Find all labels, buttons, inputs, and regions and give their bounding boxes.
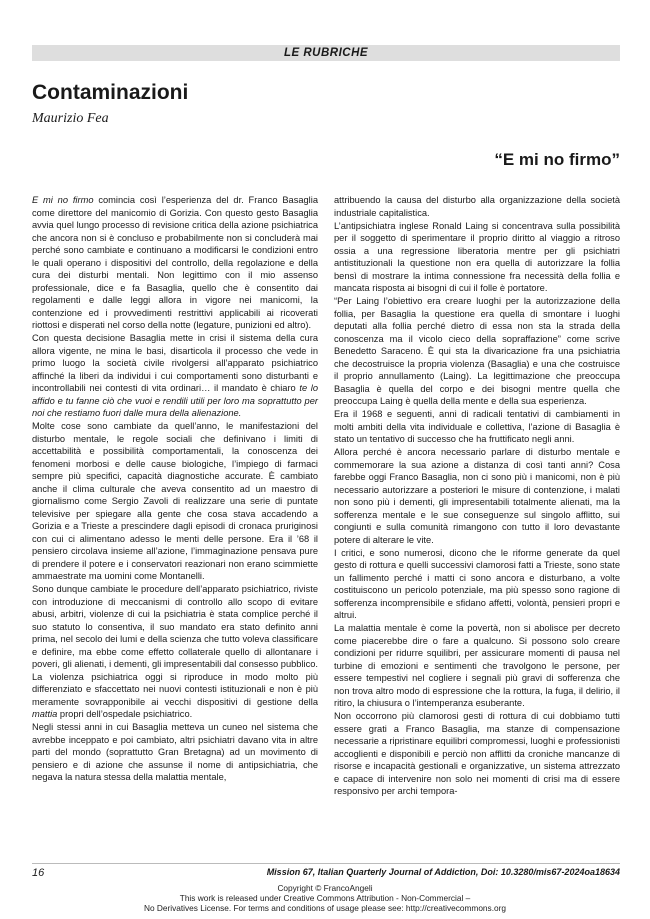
- paragraph: [32, 194, 318, 332]
- paragraph: [334, 295, 620, 408]
- license-line: No Derivatives License. For terms and conditions of usage please see: http://creativecommons.org: [143, 903, 506, 913]
- author-name: Maurizio Fea: [32, 111, 109, 126]
- paragraph: [32, 721, 318, 784]
- copyright-line: Copyright © FrancoAngeli: [277, 883, 373, 893]
- paragraph-text: Sono dunque cambiate le procedure dell’apparato psichiatrico, riviste con introduzione di meccanismi di controllo allo scopo di evitare abusi, arbitri, violenze di cui la psichiatria è stata complice perché il suo statuto lo consentiva, il suo mandato era stato definito anni prima, nel secolo dei lumi e della scienza che tutto voleva classificare e definire, ma ebbe come effetto collaterale quello di allontanare i poveri, gli alienati, i dementi, gli impresentabili dal consesso pubblico. La violenza psichiatrica oggi si riproduce in modo molto più differenziato e sfaccettato nei nuovi contesti istituzionali e non è più meramente sovrapponibile ai vecchi dispositivi di gestione della: [32, 584, 318, 707]
- paragraph: [334, 194, 620, 219]
- paragraph: [32, 332, 318, 420]
- right-column: [334, 194, 620, 798]
- paragraph-text: L’antipsichiatra inglese Ronald Laing si concentrava sulla possibilità per il soggetto di sperimentare il proprio diritto al viaggio a ritroso ossia a una regressione liberatoria mentre per gli psichiatri antistituzionali la questione non era quella di autorizzare la follia bensì di mostrare la intima connessione fra necessità della follia e mancata risposta ai bisogni di cui il folle è portatore.: [334, 220, 620, 293]
- journal-reference: Mission 67, Italian Quarterly Journal of Addiction, Doi: 10.3280/mis67-2024oa18634: [266, 867, 620, 877]
- paragraph: [334, 220, 620, 295]
- paragraph: [334, 408, 620, 446]
- paragraph-italic-word: mattia: [32, 709, 58, 719]
- paragraph-text: comincia così l’esperienza del dr. Franco Basaglia come direttore del manicomio di Gorizia. Con questo gesto Basaglia avvia quel lungo processo di revisione critica della azione psichiatrica che ancora non si è concluso e probabilmente non si concluderà mai perché sono cambiate e continuano a modificarsi le condizioni entro le quali operano i dispositivi del controllo, della regolazione e della cura dei disturbi mentali. Non legittimo con il mio assenso professionale, dice e fa Basaglia, quello che è consentito dai regolamenti e dalle leggi allora in vigore nei manicomi, la contenzione ed i provvedimenti restrittivi applicabili ai ricoverati riottosi e disperati nel corso della notte (legature, punizioni ed altro).: [32, 195, 318, 330]
- paragraph-text: “Per Laing l’obiettivo era creare luoghi per la autorizzazione della follia, per Basaglia la questione era quella di smontare i luoghi deputati alla follia perché dietro di essa non sta la strada della conoscenza ma il vicolo cieco della sopraffazione” come scrive Benedetto Saraceno. È qui sta la divaricazione fra una psichiatria che decostruisce la propria violenza (Basaglia) e una che costruisce il proprio annullamento (Laing). La legittimazione che preoccupa Basaglia è quella del corpo e dei bisogni mentre quella che preoccupa Laing è quella della mente e della sua esperienza.: [334, 296, 620, 406]
- paragraph-text: Non occorrono più clamorosi gesti di rottura di cui dobbiamo tutti essere grati a Franco Basaglia, ma stanze di compensazione necessarie a ripristinare equilibri compromessi, luoghi e professionisti accoglienti e disponibili e perciò non afflitti da croniche mancanze di risorse e incapacità gestionali e organizzative, un sistema attrezzato e capace di intervenire non solo nei momenti di crisi ma di essere responsivo per archi tempora-: [334, 711, 620, 796]
- paragraph-text: Allora perché è ancora necessario parlare di disturbo mentale e commemorare la sua azione a distanza di così tanti anni? Cosa farebbe oggi Franco Basaglia, non ci sono più i manicomi, non è più necessario autorizzare a posteriori le misure di contenzione, i malati non sono più i dementi, gli impresentabili totalmente alienati, ma la sofferenza mentale e le sue conseguenze sul singolo afflitto, sui congiunti e sulla comunità rimangono con tutto il loro devastante potere di alterare le vite.: [334, 447, 620, 545]
- paragraph-text: Negli stessi anni in cui Basaglia metteva un cuneo nel sistema che avrebbe inceppato e poi cambiato, altri psichiatri davano vita in altre parti del mondo (soprattutto Gran Bretagna) ad un movimento di pensiero e di azione che assunse il nome di antipsichiatria, che negava la natura stessa della malattia mentale,: [32, 722, 318, 782]
- paragraph-text: attribuendo la causa del disturbo alla organizzazione della società industriale capitalistica.: [334, 195, 620, 218]
- paragraph: [32, 583, 318, 721]
- paragraph-quote: te lo affido e tu fanne ciò che vuoi e rendili utili per loro ma soprattutto per noi che restiamo fuori dalle mura della alienazione.: [32, 383, 319, 418]
- article-title: Contaminazioni: [32, 81, 189, 104]
- page-number: 16: [32, 867, 45, 879]
- paragraph-lead: E mi no firmo: [32, 195, 94, 205]
- section-rubric: LE RUBRICHE: [32, 45, 620, 61]
- license-line: This work is released under Creative Commons Attribution - Non-Commercial –: [179, 893, 471, 903]
- paragraph-text: Era il 1968 e seguenti, anni di radicali tentativi di cambiamenti in molti ambiti della vita individuale e collettiva, l’azione di Basaglia è stato un tentativo di successo che ha fruttificato negli anni.: [334, 409, 620, 444]
- paragraph: [334, 547, 620, 622]
- paragraph-text: La malattia mentale è come la povertà, non si abolisce per decreto come piacerebbe dire o fare a qualcuno. Si possono solo creare condizioni per ridurre squilibri, per assicurare momenti di pausa nel turbine di emozioni e sentimenti che travolgono le persone, per essere tempestivi nel cogliere i segnali più gravi di sofferenza che non trova altro modo di espressione che la rottura, la fuga, il delirio, il ritiro, la chiusura o l’intemperanza esuberante.: [334, 623, 620, 708]
- article-subtitle: “E mi no firmo”: [494, 150, 620, 169]
- paragraph-text: propri dell’ospedale psichiatrico.: [57, 709, 193, 719]
- page-footer: [32, 863, 620, 879]
- copyright-notice: [0, 883, 650, 913]
- paragraph-text: Molte cose sono cambiate da quell’anno, le manifestazioni del disturbo mentale, le regole sociali che definivano i limiti di accettabilità e possibilità comportamentali, la conoscenza dei fenomeni morbosi e delle cause biologiche, l’impiego di farmaci sempre più specifici, capacità diagnostiche accurate. È cambiato anche il clima culturale che aveva consentito ad un maestro di giornalismo come Sergio Zavoli di realizzare una serie di puntate televisive per spiegare alla gente che cosa stava accadendo a Gorizia e a Trieste a prescindere dagli episodi di cronaca pruriginosi con cui ci alimentano adesso le menti delle persone. Era il ’68 il pensiero circolava insieme all’azione, l’immaginazione pensava pure di prendere il potere e i conservatori reazionari non erano scimmiette ammaestrate ma uomini come Montanelli.: [32, 421, 318, 581]
- left-column: [32, 194, 318, 784]
- paragraph: [334, 446, 620, 546]
- paragraph: [334, 622, 620, 710]
- paragraph: [334, 710, 620, 798]
- paragraph: [32, 420, 318, 583]
- paragraph-text: I critici, e sono numerosi, dicono che le riforme generate da quel gesto di rottura e quelli successivi clamorosi fatti a Trieste, sono state un fallimento perché i matti ci sono ancora e disturbano, a volte costituiscono un pericolo potenziale, ma più spesso sono ragione di sofferenza incomprensibile e sfidano affetti, volontà, pensieri propri e altrui.: [334, 547, 620, 620]
- paragraph-text: Con questa decisione Basaglia mette in crisi il sistema della cura allora vigente, ne mina le basi, disarticola il processo che vede in primo luogo la società civile rivolgersi all’apparato psichiatrico affinché la liberi da individui i cui comportamenti sono disturbanti e incontrollabili nei contesti di vita ordinari… il mandato è chiaro: [32, 333, 318, 393]
